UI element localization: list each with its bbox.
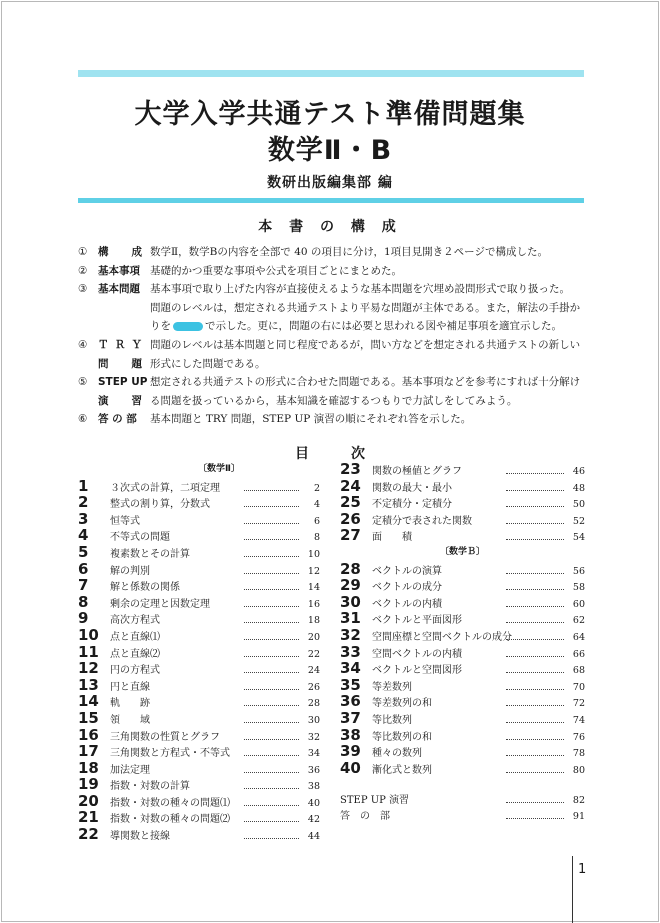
toc-entry-page: 4: [313, 499, 320, 511]
toc-entry: [78, 511, 320, 528]
toc-entry-page: 24: [307, 665, 320, 677]
toc-entry-number: 18: [78, 758, 99, 777]
toc-entry: [340, 610, 585, 627]
toc-entry-number: 33: [340, 642, 361, 661]
toc-leader-dots: [244, 547, 299, 557]
page-number-rule: [572, 856, 573, 923]
toc-entry-number: 36: [340, 692, 361, 711]
toc-entry-number: 25: [340, 493, 361, 512]
toc-entry: [340, 594, 585, 611]
item-label: 基本問題: [98, 283, 140, 296]
toc-entry: [78, 527, 320, 544]
toc-leader-dots: [506, 793, 564, 803]
toc-entry-title: 解と係数の関係: [110, 582, 180, 594]
toc-entry-number: 24: [340, 476, 361, 495]
toc-entry-title: 高次方程式: [110, 615, 160, 627]
toc-entry-number: 32: [340, 625, 361, 644]
toc-entry-number: 4: [78, 526, 89, 545]
toc-entry: [78, 826, 320, 843]
structure-item: [78, 336, 586, 355]
toc-entry-title: 等差数列: [372, 681, 412, 693]
toc-entry-number: 15: [78, 708, 99, 727]
toc-leader-dots: [244, 730, 299, 740]
toc-entry-title: 定積分で表された関数: [372, 515, 472, 527]
toc-entry: [340, 693, 585, 710]
toc-entry-title: 点と直線⑵: [110, 648, 160, 660]
toc-leader-dots: [506, 481, 564, 491]
toc-leader-dots: [506, 597, 564, 607]
toc-entry: [78, 577, 320, 594]
item-number: ③: [78, 283, 88, 296]
toc-entry: [340, 527, 585, 544]
item-text: 基本問題と TRY 問題，STEP UP 演習の順にそれぞれ答を示した。: [150, 413, 472, 426]
toc-entry-title: ベクトルと空間図形: [372, 665, 462, 677]
toc-entry-number: 12: [78, 659, 99, 678]
toc-entry: [340, 511, 585, 528]
toc-leader-dots: [506, 530, 564, 540]
structure-list: [78, 243, 586, 429]
toc-entry-page: 22: [307, 648, 320, 660]
toc-entry-page: 10: [307, 548, 320, 560]
bottom-accent-band: [78, 198, 584, 203]
toc-entry-page: 68: [572, 665, 585, 677]
toc-entry: [340, 478, 585, 495]
toc-entry-number: 22: [78, 825, 99, 844]
toc-entry: [78, 710, 320, 727]
toc-entry-number: 31: [340, 609, 361, 628]
toc-entry-number: 38: [340, 725, 361, 744]
toc-leader-dots: [506, 514, 564, 524]
toc-entry-title: 面 積: [372, 532, 412, 544]
toc-entry-page: 36: [307, 764, 320, 776]
structure-item: [78, 410, 586, 429]
item-number: ⑤: [78, 376, 88, 389]
toc-entry-title: STEP UP 演習: [340, 794, 410, 806]
book-title: 大学入学共通テスト準備問題集: [134, 99, 526, 130]
toc-leader-dots: [244, 580, 299, 590]
toc-extras-list: [340, 793, 585, 826]
toc-entry: [78, 693, 320, 710]
toc-extra-entry: [340, 793, 585, 810]
toc-leader-dots: [244, 647, 299, 657]
item-text-continued: 問題のレベルは，想定される共通テストより平易な問題が主体である。また，解法の手掛か: [150, 301, 581, 314]
item-number: ①: [78, 246, 88, 258]
top-accent-band: [78, 70, 584, 77]
toc-entry-title: 不定積分・定積分: [372, 499, 452, 511]
toc-leader-dots: [244, 564, 299, 574]
item-text: 想定される共通テストの形式に合わせた問題である。基本事項などを参考にすれば十分解け: [150, 376, 581, 389]
toc-entry-page: 26: [307, 681, 320, 693]
toc-entry-page: 2: [313, 482, 320, 494]
toc-entry-page: 34: [307, 748, 320, 760]
toc-entry-page: 28: [307, 698, 320, 710]
toc-leader-dots: [244, 680, 299, 690]
toc-entry: [340, 577, 585, 594]
toc-entry-title: 恒等式: [110, 515, 140, 527]
item-text: 問題のレベルは基本問題と同じ程度であるが，問い方などを想定される共通テストの新しい: [150, 338, 581, 351]
toc-leader-dots: [244, 696, 299, 706]
toc-left-column: [78, 461, 320, 843]
toc-entry-title: ベクトルの成分: [372, 582, 442, 594]
item-text: 形式にした問題である。: [150, 357, 266, 370]
toc-leader-dots: [244, 597, 299, 607]
toc-entry-page: 14: [307, 582, 320, 594]
toc-leader-dots: [506, 730, 564, 740]
toc-entry-page: 78: [572, 748, 585, 760]
toc-entry-title: 関数の最大・最小: [372, 482, 452, 494]
toc-entry: [340, 760, 585, 777]
toc-leader-dots: [506, 713, 564, 723]
structure-item: [78, 373, 586, 392]
toc-entry: [78, 793, 320, 810]
toc-entry-title: 円と直線: [110, 681, 150, 693]
item-number: ②: [78, 264, 88, 277]
toc-entry: [340, 660, 585, 677]
toc-entry-title: 指数・対数の計算: [110, 781, 190, 793]
toc-entry-page: 32: [307, 731, 320, 743]
toc-entry-number: 20: [78, 791, 99, 810]
item-text: 基礎的かつ重要な事項や公式を項目ごとにまとめた。: [150, 264, 402, 277]
toc-entry-number: 8: [78, 592, 89, 611]
toc-entry-title: ３次式の計算，二項定理: [110, 482, 220, 494]
toc-entry: [340, 727, 585, 744]
toc-entry: [78, 478, 320, 495]
hint-marker-icon: [173, 322, 203, 331]
toc-entry-page: 30: [307, 714, 320, 726]
toc-entry-number: 9: [78, 609, 89, 628]
toc-entry: [340, 644, 585, 661]
item-label-continued: 演 習: [98, 394, 142, 407]
toc-entry-title: 等比数列: [372, 714, 412, 726]
toc-entry-title: 解の判別: [110, 565, 150, 577]
toc-leader-dots: [506, 613, 564, 623]
item-label-continued: 問 題: [98, 357, 142, 370]
toc-entry: [340, 494, 585, 511]
structure-item: [78, 243, 586, 262]
toc-entry-page: 58: [572, 582, 585, 594]
toc-entry-page: 76: [572, 731, 585, 743]
toc-entry: [78, 594, 320, 611]
toc-entry: [340, 627, 585, 644]
toc-entry-page: 56: [572, 565, 585, 577]
toc-leader-dots: [244, 530, 299, 540]
toc-entry-number: 30: [340, 592, 361, 611]
toc-entry-page: 8: [313, 532, 320, 544]
toc-leader-dots: [244, 829, 299, 839]
toc-entry-number: 34: [340, 659, 361, 678]
toc-entry-number: 28: [340, 559, 361, 578]
toc-entry-title: 漸化式と数列: [372, 764, 432, 776]
item-label: STEP UP: [98, 376, 148, 389]
toc-entry-number: 37: [340, 708, 361, 727]
toc-leader-dots: [506, 680, 564, 690]
toc-leader-dots: [244, 779, 299, 789]
toc-subheading: 〔数学Ｂ〕: [439, 546, 485, 557]
item-number: ④: [78, 338, 88, 351]
toc-entry: [78, 561, 320, 578]
item-text: 基本事項で取り上げた内容が直接使えるような基本問題を穴埋め設問形式で取り扱った。: [150, 283, 570, 296]
toc-entry-number: 2: [78, 493, 89, 512]
toc-heading: 目 次: [295, 446, 379, 462]
toc-entry: [78, 627, 320, 644]
toc-entry-number: 10: [78, 625, 99, 644]
toc-entry-title: 剰余の定理と因数定理: [110, 598, 210, 610]
item-label: 基本事項: [98, 264, 140, 277]
editor-credit: 数研出版編集部 編: [267, 175, 393, 191]
toc-entry-number: 35: [340, 675, 361, 694]
toc-entry: [78, 660, 320, 677]
toc-entry: [340, 710, 585, 727]
toc-entry-page: 64: [572, 631, 585, 643]
toc-entry-title: 答 の 部: [340, 811, 390, 823]
toc-entry: [340, 561, 585, 578]
toc-entry-page: 80: [572, 764, 585, 776]
toc-entry: [78, 544, 320, 561]
structure-item-continued: [78, 355, 586, 374]
toc-entry-number: 39: [340, 742, 361, 761]
toc-leader-dots: [244, 746, 299, 756]
toc-entry-number: 17: [78, 742, 99, 761]
toc-entry-number: 1: [78, 476, 89, 495]
toc-leader-dots: [244, 613, 299, 623]
toc-entry-title: ベクトルの内積: [372, 598, 442, 610]
toc-entry-page: 82: [572, 794, 585, 806]
toc-entry-page: 74: [572, 714, 585, 726]
toc-entry-number: 7: [78, 576, 89, 595]
toc-entry-page: 38: [307, 781, 320, 793]
toc-entry-page: 16: [307, 598, 320, 610]
toc-entry: [78, 610, 320, 627]
toc-entry-number: 40: [340, 758, 361, 777]
toc-leader-dots: [506, 647, 564, 657]
toc-entry-number: 23: [340, 460, 361, 478]
toc-leader-dots: [244, 630, 299, 640]
toc-entry: [78, 644, 320, 661]
toc-entry-page: 46: [572, 466, 585, 477]
book-subtitle: 数学Ⅱ・B: [267, 135, 393, 166]
toc-entry-number: 29: [340, 576, 361, 595]
toc-leader-dots: [506, 809, 564, 819]
toc-entry-title: 領 域: [110, 714, 150, 726]
toc-entry-title: 三角関数と方程式・不等式: [110, 748, 230, 760]
toc-entry-title: 導関数と接線: [110, 831, 170, 843]
page-number: 1: [578, 862, 587, 877]
toc-entry-page: 40: [307, 797, 320, 809]
toc-entry-page: 91: [572, 811, 585, 823]
toc-entry-number: 26: [340, 509, 361, 528]
toc-leader-dots: [244, 497, 299, 507]
toc-entry-page: 20: [307, 631, 320, 643]
toc-entry-page: 50: [572, 499, 585, 511]
toc-entry-page: 42: [307, 814, 320, 826]
toc-entry-page: 62: [572, 615, 585, 627]
structure-item: [78, 280, 586, 299]
toc-leader-dots: [506, 696, 564, 706]
item-label: Ｔ Ｒ Ｙ: [98, 338, 142, 351]
toc-entry-title: ベクトルの演算: [372, 565, 442, 577]
toc-entry: [78, 743, 320, 760]
toc-entry-page: 48: [572, 482, 585, 494]
toc-leader-dots: [506, 746, 564, 756]
toc-right-column: [340, 461, 585, 826]
toc-entry-page: 12: [307, 565, 320, 577]
toc-leader-dots: [506, 763, 564, 773]
toc-entry-page: 54: [572, 532, 585, 544]
toc-entry: [340, 461, 585, 478]
toc-leader-dots: [244, 663, 299, 673]
toc-entry-page: 72: [572, 698, 585, 710]
toc-entry-number: 27: [340, 526, 361, 545]
toc-entry-title: 指数・対数の種々の問題⑴: [110, 797, 230, 809]
toc-entry-title: 軌 跡: [110, 698, 150, 710]
toc-entry-number: 13: [78, 675, 99, 694]
toc-entry-page: 6: [313, 515, 320, 527]
toc-entry-number: 14: [78, 692, 99, 711]
toc-entry-number: 16: [78, 725, 99, 744]
toc-entry-title: 空間ベクトルの内積: [372, 648, 462, 660]
toc-entry-number: 21: [78, 808, 99, 827]
toc-entry-number: 6: [78, 559, 89, 578]
item-text: る問題を扱っているから，基本知識を確認するつもりで力試しをしてみよう。: [150, 394, 518, 407]
toc-entry-title: ベクトルと平面図形: [372, 615, 462, 627]
toc-entry-title: 加法定理: [110, 764, 150, 776]
toc-extra-entry: [340, 809, 585, 826]
toc-leader-dots: [244, 514, 299, 524]
toc-leader-dots: [506, 564, 564, 574]
toc-leader-dots: [506, 464, 564, 474]
toc-entry-page: 44: [307, 831, 320, 843]
toc-entry-number: 3: [78, 509, 89, 528]
toc-entry: [340, 677, 585, 694]
toc-right-list-b: [340, 561, 585, 777]
item-label: 答 の 部: [98, 413, 137, 426]
structure-item-continued: [78, 392, 586, 411]
item-number: ⑥: [78, 413, 88, 426]
item-text-continued: りを で示した。更に，問題の右には必要と思われる図や補足事項を適宜示した。: [150, 320, 562, 333]
toc-entry: [78, 809, 320, 826]
toc-leader-dots: [506, 663, 564, 673]
toc-leader-dots: [244, 812, 299, 822]
toc-entry-title: 関数の極値とグラフ: [372, 466, 462, 477]
toc-entry-page: 52: [572, 515, 585, 527]
toc-entry: [340, 743, 585, 760]
toc-entry-title: 空間座標と空間ベクトルの成分: [372, 631, 512, 643]
structure-heading: 本 書 の 構 成: [258, 219, 402, 235]
toc-entry-number: 19: [78, 775, 99, 794]
toc-entry-page: 18: [307, 615, 320, 627]
item-label: 構 成: [98, 246, 142, 258]
toc-entry: [78, 727, 320, 744]
toc-leader-dots: [244, 481, 299, 491]
toc-entry-page: 66: [572, 648, 585, 660]
toc-entry-title: 円の方程式: [110, 665, 160, 677]
toc-leader-dots: [506, 630, 564, 640]
toc-entry-title: 不等式の問題: [110, 532, 170, 544]
toc-entry-title: 等差数列の和: [372, 698, 432, 710]
toc-entry-title: 等比数列の和: [372, 731, 432, 743]
toc-right-list-a: [340, 461, 585, 544]
toc-entry: [78, 776, 320, 793]
toc-entry-number: 11: [78, 642, 99, 661]
toc-entry: [78, 494, 320, 511]
toc-leader-dots: [506, 497, 564, 507]
toc-entry-number: 5: [78, 542, 89, 561]
toc-entry: [78, 760, 320, 777]
toc-leader-dots: [506, 580, 564, 590]
item-text: 数学Ⅱ，数学Bの内容を全部で 40 の項目に分け，1項目見開き２ページで構成した。: [150, 246, 548, 258]
toc-leader-dots: [244, 763, 299, 773]
toc-entry-title: 整式の割り算，分数式: [110, 499, 210, 511]
toc-subheading: 〔数学Ⅱ〕: [198, 464, 240, 474]
toc-leader-dots: [244, 796, 299, 806]
toc-entry-title: 指数・対数の種々の問題⑵: [110, 814, 230, 826]
toc-entry-title: 複素数とその計算: [110, 548, 190, 560]
toc-entry-title: 点と直線⑴: [110, 631, 160, 643]
toc-entry-title: 種々の数列: [372, 748, 422, 760]
toc-entry-page: 70: [572, 681, 585, 693]
toc-entry-title: 三角関数の性質とグラフ: [110, 731, 220, 743]
toc-leader-dots: [244, 713, 299, 723]
toc-entry: [78, 677, 320, 694]
structure-item: [78, 262, 586, 281]
toc-left-list: [78, 478, 320, 843]
toc-entry-page: 60: [572, 598, 585, 610]
